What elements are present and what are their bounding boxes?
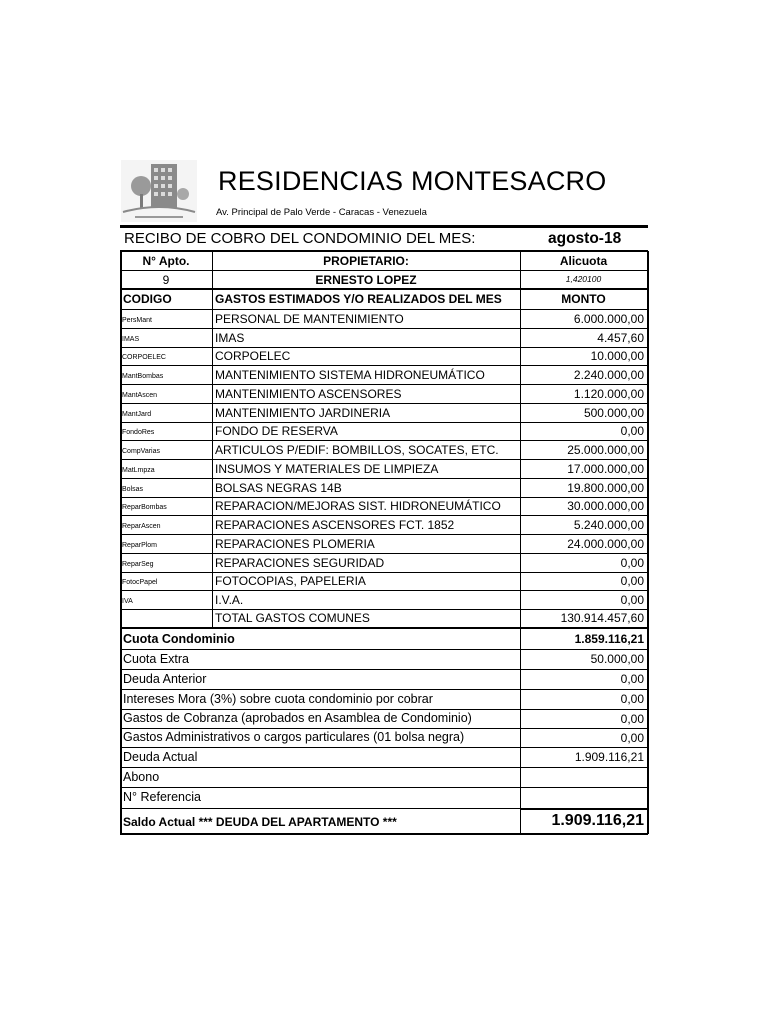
expense-desc: PERSONAL DE MANTENIMIENTO (215, 311, 404, 326)
summary-amount: 0,00 (620, 730, 644, 745)
expense-desc: ARTICULOS P/EDIF: BOMBILLOS, SOCATES, ETC. (215, 442, 499, 457)
header-rule (120, 288, 648, 290)
expense-amount: 6.000.000,00 (573, 311, 644, 326)
table-rule (120, 590, 648, 591)
table-rule (120, 689, 648, 690)
apto-number: 9 (162, 272, 170, 287)
monto-header: MONTO (561, 292, 606, 306)
expense-code: IVA (122, 597, 133, 605)
table-rule (120, 669, 648, 670)
expense-code: FotocPapel (122, 579, 158, 586)
expense-amount: 2.240.000,00 (573, 367, 644, 382)
expense-amount: 5.240.000,00 (573, 517, 644, 532)
summary-label: Abono (123, 769, 160, 784)
total-label: TOTAL GASTOS COMUNES (215, 611, 370, 625)
table-rule (120, 328, 648, 329)
table-rule (120, 365, 648, 366)
expense-amount: 0,00 (620, 592, 644, 607)
summary-label: Gastos Administrativos o cargos particulares (01 bolsa negra) (123, 730, 465, 745)
expense-desc: INSUMOS Y MATERIALES DE LIMPIEZA (215, 461, 439, 476)
expense-code: MantAscen (122, 391, 158, 399)
table-rule (120, 534, 648, 535)
expense-code: IMAS (122, 335, 140, 343)
summary-amount: 0,00 (620, 711, 644, 726)
table-rule (120, 440, 648, 441)
expense-code: MantJard (122, 410, 152, 418)
expense-desc: REPARACIONES ASCENSORES FCT. 1852 (215, 517, 455, 532)
summary-amount (520, 787, 647, 808)
expense-amount: 0,00 (620, 574, 644, 588)
expense-code: CompVarias (122, 447, 160, 455)
expense-desc: BOLSAS NEGRAS 14B (215, 480, 342, 495)
table-rule (120, 270, 648, 271)
saldo-label: Saldo Actual *** DEUDA DEL APARTAMENTO *** (123, 815, 397, 829)
expense-amount: 17.000.000,00 (567, 461, 644, 476)
summary-label: Cuota Extra (123, 651, 190, 666)
building-logo (121, 160, 197, 222)
expense-amount: 0,00 (620, 424, 644, 438)
summary-amount: 50.000,00 (590, 652, 644, 666)
summary-amount: 0,00 (620, 672, 644, 686)
expense-amount: 24.000.000,00 (567, 536, 644, 551)
expense-code: Bolsas (122, 485, 144, 493)
total-rule (120, 627, 648, 629)
table-rule (120, 709, 648, 710)
recibo-label: RECIBO DE COBRO DEL CONDOMINIO DEL MES: (124, 230, 476, 247)
summary-label: Intereses Mora (3%) sobre cuota condominio por cobrar (123, 691, 433, 706)
total-amount: 130.914.457,60 (560, 611, 644, 625)
expense-amount: 19.800.000,00 (567, 480, 644, 495)
table-rule (120, 459, 648, 460)
expense-desc: REPARACION/MEJORAS SIST. HIDRONEUMÁTICO (215, 499, 501, 513)
summary-amount: 1.909.116,21 (574, 750, 644, 764)
expense-desc: REPARACIONES SEGURIDAD (215, 555, 385, 570)
codigo-header: CODIGO (123, 292, 172, 306)
table-rule (120, 553, 648, 554)
expense-desc: MANTENIMIENTO ASCENSORES (215, 386, 402, 401)
table-rule (120, 728, 648, 729)
expense-code: ReparAscen (122, 522, 161, 530)
alicuota-value: 1,420100 (565, 274, 602, 285)
expense-code: ReparSeg (122, 560, 154, 568)
column-rule (212, 251, 213, 628)
table-rule (120, 403, 648, 404)
page-title: RESIDENCIAS MONTESACRO (218, 166, 607, 196)
summary-label: Deuda Actual (123, 749, 198, 764)
expense-code: ReparBombas (122, 504, 167, 511)
column-rule (520, 251, 521, 834)
summary-label: Cuota Condominio (123, 631, 235, 646)
table-rule (120, 747, 648, 748)
apto-header: N° Apto. (142, 253, 190, 268)
summary-amount: 0,00 (620, 692, 644, 706)
propietario-header: PROPIETARIO: (323, 253, 409, 268)
expense-code: FondoRes (122, 429, 155, 436)
alicuota-header: Alicuota (559, 253, 608, 268)
expense-desc: CORPOELEC (215, 349, 291, 363)
expense-code: MantBombas (122, 372, 164, 380)
table-rule (120, 497, 648, 498)
propietario-name: ERNESTO LOPEZ (315, 272, 417, 287)
table-rule (120, 347, 648, 348)
summary-label: Gastos de Cobranza (aprobados en Asamblea de Condominio) (123, 711, 472, 726)
table-rule (120, 515, 648, 516)
saldo-box-top (520, 808, 648, 810)
divider (120, 225, 648, 228)
table-rule (120, 649, 648, 650)
summary-amount (520, 767, 647, 787)
expense-code: PersMant (122, 316, 152, 324)
table-rule (120, 609, 648, 610)
expense-amount: 25.000.000,00 (567, 442, 644, 457)
saldo-amount: 1.909.116,21 (551, 812, 644, 829)
expense-desc: FOTOCOPIAS, PAPELERIA (215, 574, 366, 588)
table-bottom-border (120, 833, 648, 835)
expense-amount: 10.000,00 (590, 349, 644, 363)
table-top-border (120, 250, 648, 252)
table-rule (120, 309, 648, 310)
summary-label: N° Referencia (123, 790, 201, 805)
table-rule (120, 787, 648, 788)
expense-desc: IMAS (215, 330, 245, 345)
expense-desc: REPARACIONES PLOMERIA (215, 536, 375, 551)
table-rule (120, 422, 648, 423)
expense-amount: 1.120.000,00 (573, 386, 644, 401)
expense-amount: 500.000,00 (583, 405, 644, 420)
summary-label: Deuda Anterior (123, 671, 207, 686)
expense-code: MatLmpza (122, 466, 155, 474)
summary-amount: 1.859.116,21 (574, 632, 644, 646)
expense-amount: 0,00 (620, 555, 644, 570)
expense-code: ReparPlom (122, 541, 158, 549)
expense-desc: MANTENIMIENTO JARDINERIA (215, 405, 391, 420)
expense-desc: MANTENIMIENTO SISTEMA HIDRONEUMÁTICO (215, 367, 485, 382)
billing-month: agosto-18 (548, 230, 622, 247)
expense-amount: 30.000.000,00 (567, 499, 644, 513)
table-right-border (647, 251, 649, 834)
table-rule (120, 384, 648, 385)
table-left-border (120, 251, 122, 834)
expense-desc: FONDO DE RESERVA (215, 424, 338, 438)
expense-amount: 4.457,60 (597, 330, 644, 345)
table-rule (120, 572, 648, 573)
expense-desc: I.V.A. (215, 592, 244, 607)
table-rule (120, 767, 648, 768)
gastos-header: GASTOS ESTIMADOS Y/O REALIZADOS DEL MES (215, 292, 502, 306)
expense-code: CORPOELEC (122, 354, 166, 361)
address: Av. Principal de Palo Verde - Caracas - Venezuela (216, 207, 427, 218)
table-rule (120, 478, 648, 479)
